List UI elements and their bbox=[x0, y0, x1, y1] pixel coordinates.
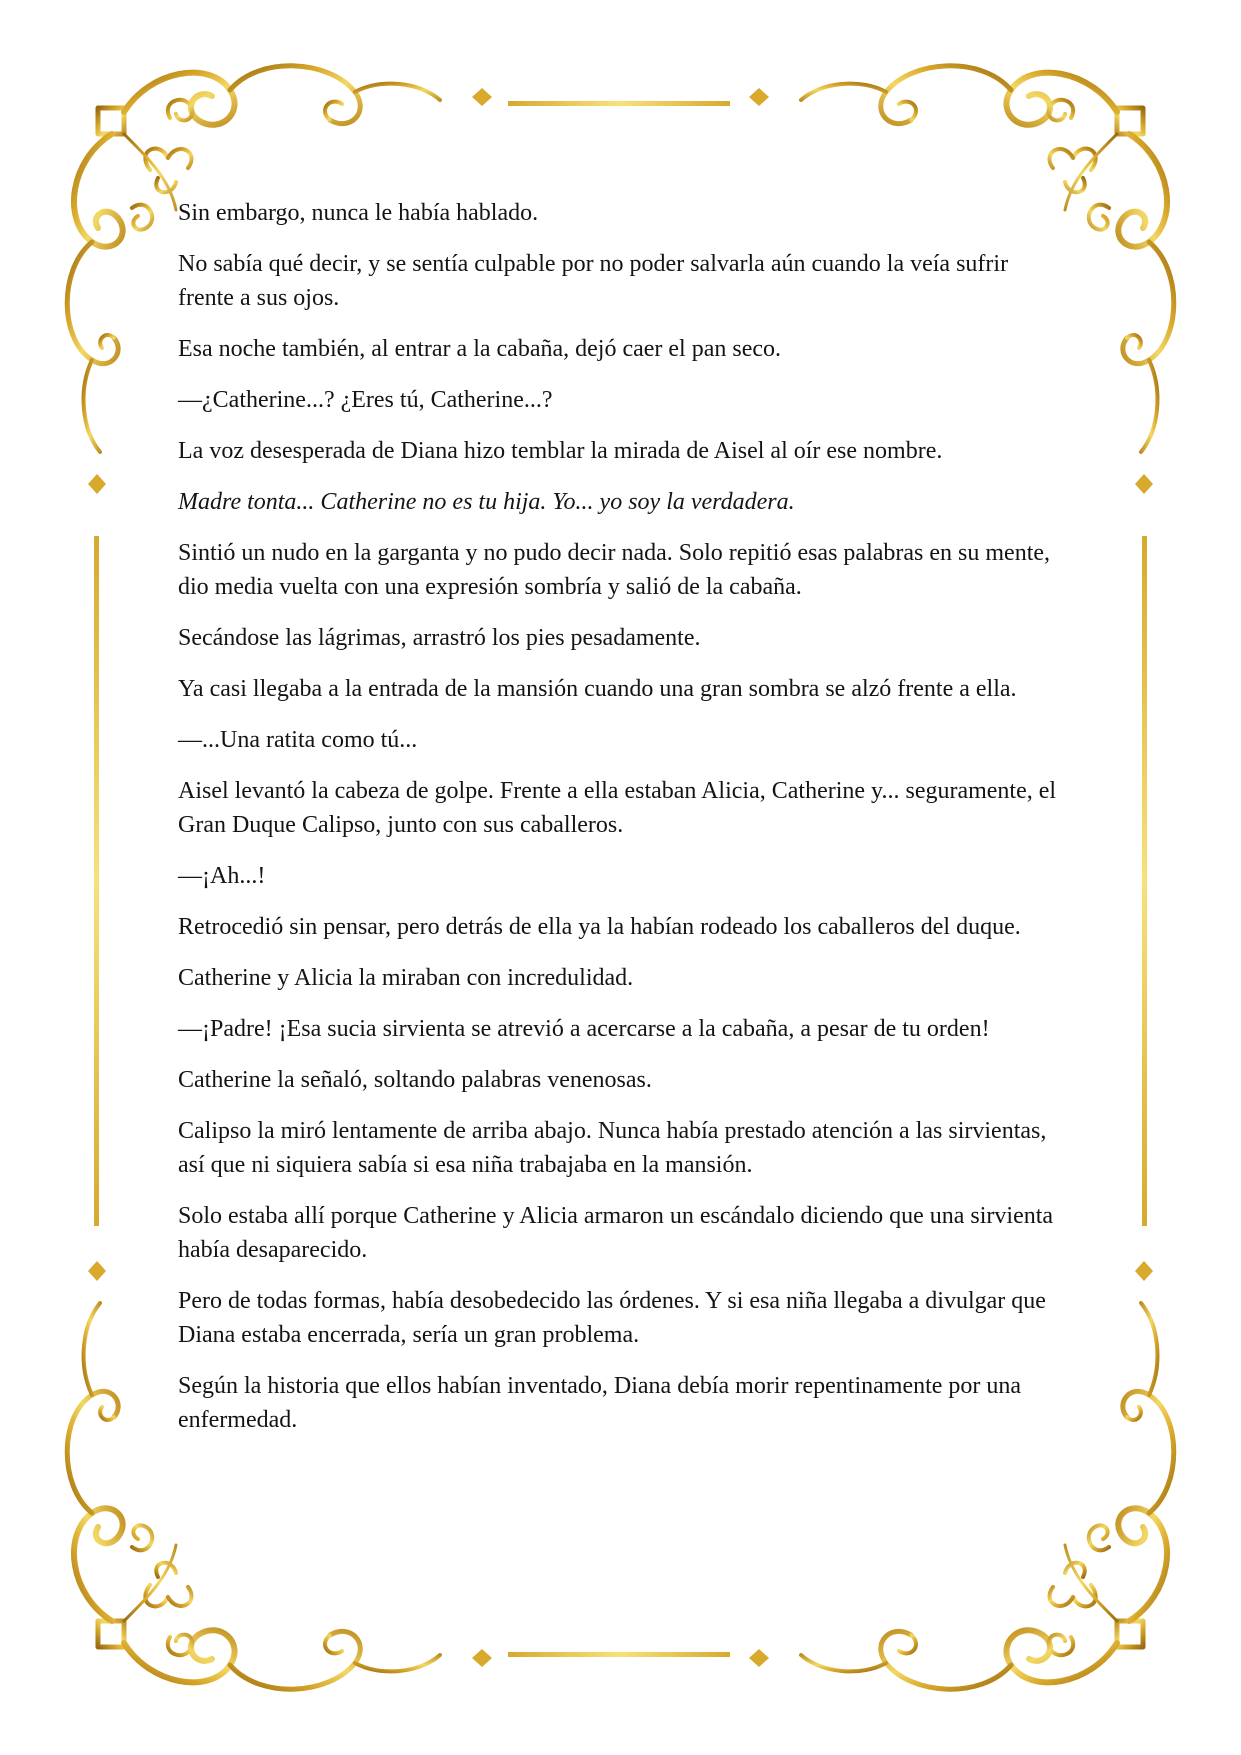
paragraph: —...Una ratita como tú... bbox=[178, 727, 418, 753]
paragraph: Solo estaba allí porque Catherine y Alicia armaron un escándalo diciendo que una sirvienta había desaparecido. bbox=[178, 1203, 1054, 1263]
paragraph: Ya casi llegaba a la entrada de la mansión cuando una gran sombra se alzó frente a ella. bbox=[178, 676, 1017, 702]
paragraph: Según la historia que ellos habían inventado, Diana debía morir repentinamente por una enfermedad. bbox=[178, 1373, 1022, 1433]
bottom-bar bbox=[508, 1652, 730, 1657]
paragraph: La voz desesperada de Diana hizo temblar la mirada de Aisel al oír ese nombre. bbox=[178, 438, 943, 464]
left-bar bbox=[94, 536, 99, 1226]
paragraph-italic-thought: Madre tonta... Catherine no es tu hija. Yo... yo soy la verdadera. bbox=[178, 489, 795, 515]
paragraph: Catherine la señaló, soltando palabras venenosas. bbox=[178, 1067, 652, 1093]
paragraph: No sabía qué decir, y se sentía culpable por no poder salvarla aún cuando la veía sufrir frente a sus ojos. bbox=[178, 251, 1009, 311]
top-bar bbox=[508, 101, 730, 106]
paragraph: Sintió un nudo en la garganta y no pudo decir nada. Solo repitió esas palabras en su mente, dio media vuelta con una expresión sombría y salió de la cabaña. bbox=[178, 540, 1051, 600]
paragraph: Retrocedió sin pensar, pero detrás de ella ya la habían rodeado los caballeros del duque. bbox=[178, 914, 1021, 940]
story-text bbox=[178, 196, 1068, 1454]
paragraph: —¡Padre! ¡Esa sucia sirvienta se atrevió a acercarse a la cabaña, a pesar de tu orden! bbox=[178, 1016, 990, 1042]
paragraph: Calipso la miró lentamente de arriba abajo. Nunca había prestado atención a las sirvientas, así que ni siquiera sabía si esa niña trabajaba en la mansión. bbox=[178, 1118, 1047, 1178]
paragraph: Secándose las lágrimas, arrastró los pies pesadamente. bbox=[178, 625, 701, 651]
paragraph: Esa noche también, al entrar a la cabaña, dejó caer el pan seco. bbox=[178, 336, 782, 362]
paragraph: Aisel levantó la cabeza de golpe. Frente a ella estaban Alicia, Catherine y... seguramente, el Gran Duque Calipso, junto con sus caballeros. bbox=[178, 778, 1057, 838]
paragraph: Pero de todas formas, había desobedecido las órdenes. Y si esa niña llegaba a divulgar que Diana estaba encerrada, sería un gran problema. bbox=[178, 1288, 1046, 1348]
paragraph: —¿Catherine...? ¿Eres tú, Catherine...? bbox=[178, 387, 553, 413]
paragraph: Catherine y Alicia la miraban con incredulidad. bbox=[178, 965, 634, 991]
right-bar bbox=[1142, 536, 1147, 1226]
paragraph: Sin embargo, nunca le había hablado. bbox=[178, 200, 539, 226]
paragraph: —¡Ah...! bbox=[178, 863, 266, 889]
